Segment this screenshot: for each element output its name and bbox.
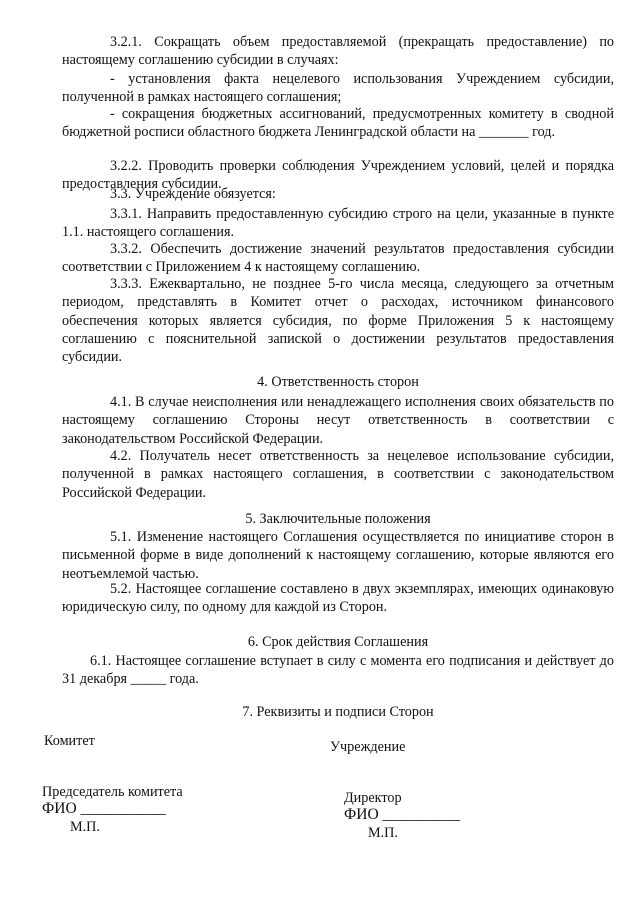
clause-3-2-1: 3.2.1. Сокращать объем предоставляемой (прекращать предоставление) по настоящему соглашению субсидии в случаях: [62, 34, 614, 69]
section-7-title: 7. Реквизиты и подписи Сторон [242, 704, 434, 720]
signature-right-fio: ФИО __________ [344, 806, 461, 823]
signature-right-party: Учреждение [330, 739, 406, 755]
signature-left-fio: ФИО ___________ [42, 800, 166, 817]
section-4-title: 4. Ответственность сторон [257, 374, 419, 390]
signature-right-position: Директор [344, 790, 402, 806]
clause-3-2-1-bullet-2: - сокращения бюджетных ассигнований, предусмотренных комитету в сводной бюджетной росписи областного бюджета Ленинградской области на _______ год. [62, 106, 614, 141]
signature-left-party: Комитет [44, 733, 95, 749]
clause-6-1: 6.1. Настоящее соглашение вступает в силу с момента его подписания и действует до 31 декабря _____ года. [62, 653, 614, 688]
clause-4-2: 4.2. Получатель несет ответственность за нецелевое использование субсидии, полученной в рамках настоящего соглашения, в соответствии с законодательством Российской Федерации. [62, 448, 614, 501]
clause-3-3-2: 3.3.2. Обеспечить достижение значений результатов предоставления субсидии соответствии с Приложением 4 к настоящему соглашению. [62, 241, 614, 276]
clause-3-3-1: 3.3.1. Направить предоставленную субсидию строго на цели, указанные в пункте 1.1. настоящего соглашения. [62, 206, 614, 241]
signature-left-position: Председатель комитета [42, 784, 183, 800]
section-6-title: 6. Срок действия Соглашения [247, 634, 429, 650]
signature-left-seal: М.П. [70, 819, 100, 835]
signature-right-seal: М.П. [368, 825, 398, 841]
clause-3-2-1-bullet-1: - установления факта нецелевого использования Учреждением субсидии, полученной в рамках настоящего соглашения; [62, 71, 614, 106]
clause-4-1: 4.1. В случае неисполнения или ненадлежащего исполнения своих обязательств по настоящему соглашению Стороны несут ответственность в соответствии с законодательством Российской Федерации. [62, 394, 614, 447]
section-5-title: 5. Заключительные положения [245, 511, 431, 527]
clause-5-2: 5.2. Настоящее соглашение составлено в двух экземплярах, имеющих одинаковую юридическую силу, по одному для каждой из Сторон. [62, 581, 614, 616]
clause-3-3-3: 3.3.3. Ежеквартально, не позднее 5-го числа месяца, следующего за отчетным периодом, представлять в Комитет отчет о расходах, источником финансового обеспечения которых является субсидия, по форме Приложения 5 к настоящему соглашению с пояснительной запиской о достижении результатов предоставления субсидии. [62, 276, 614, 366]
clause-5-1: 5.1. Изменение настоящего Соглашения осуществляется по инициативе сторон в письменной форме в виде дополнений к настоящему соглашению, которые являются его неотъемлемой частью. [62, 529, 614, 582]
clause-3-3: 3.3. Учреждение обязуется: [110, 186, 276, 202]
clause-3-2-2: 3.2.2. Проводить проверки соблюдения Учреждением условий, целей и порядка предоставления субсидии. [62, 158, 614, 193]
